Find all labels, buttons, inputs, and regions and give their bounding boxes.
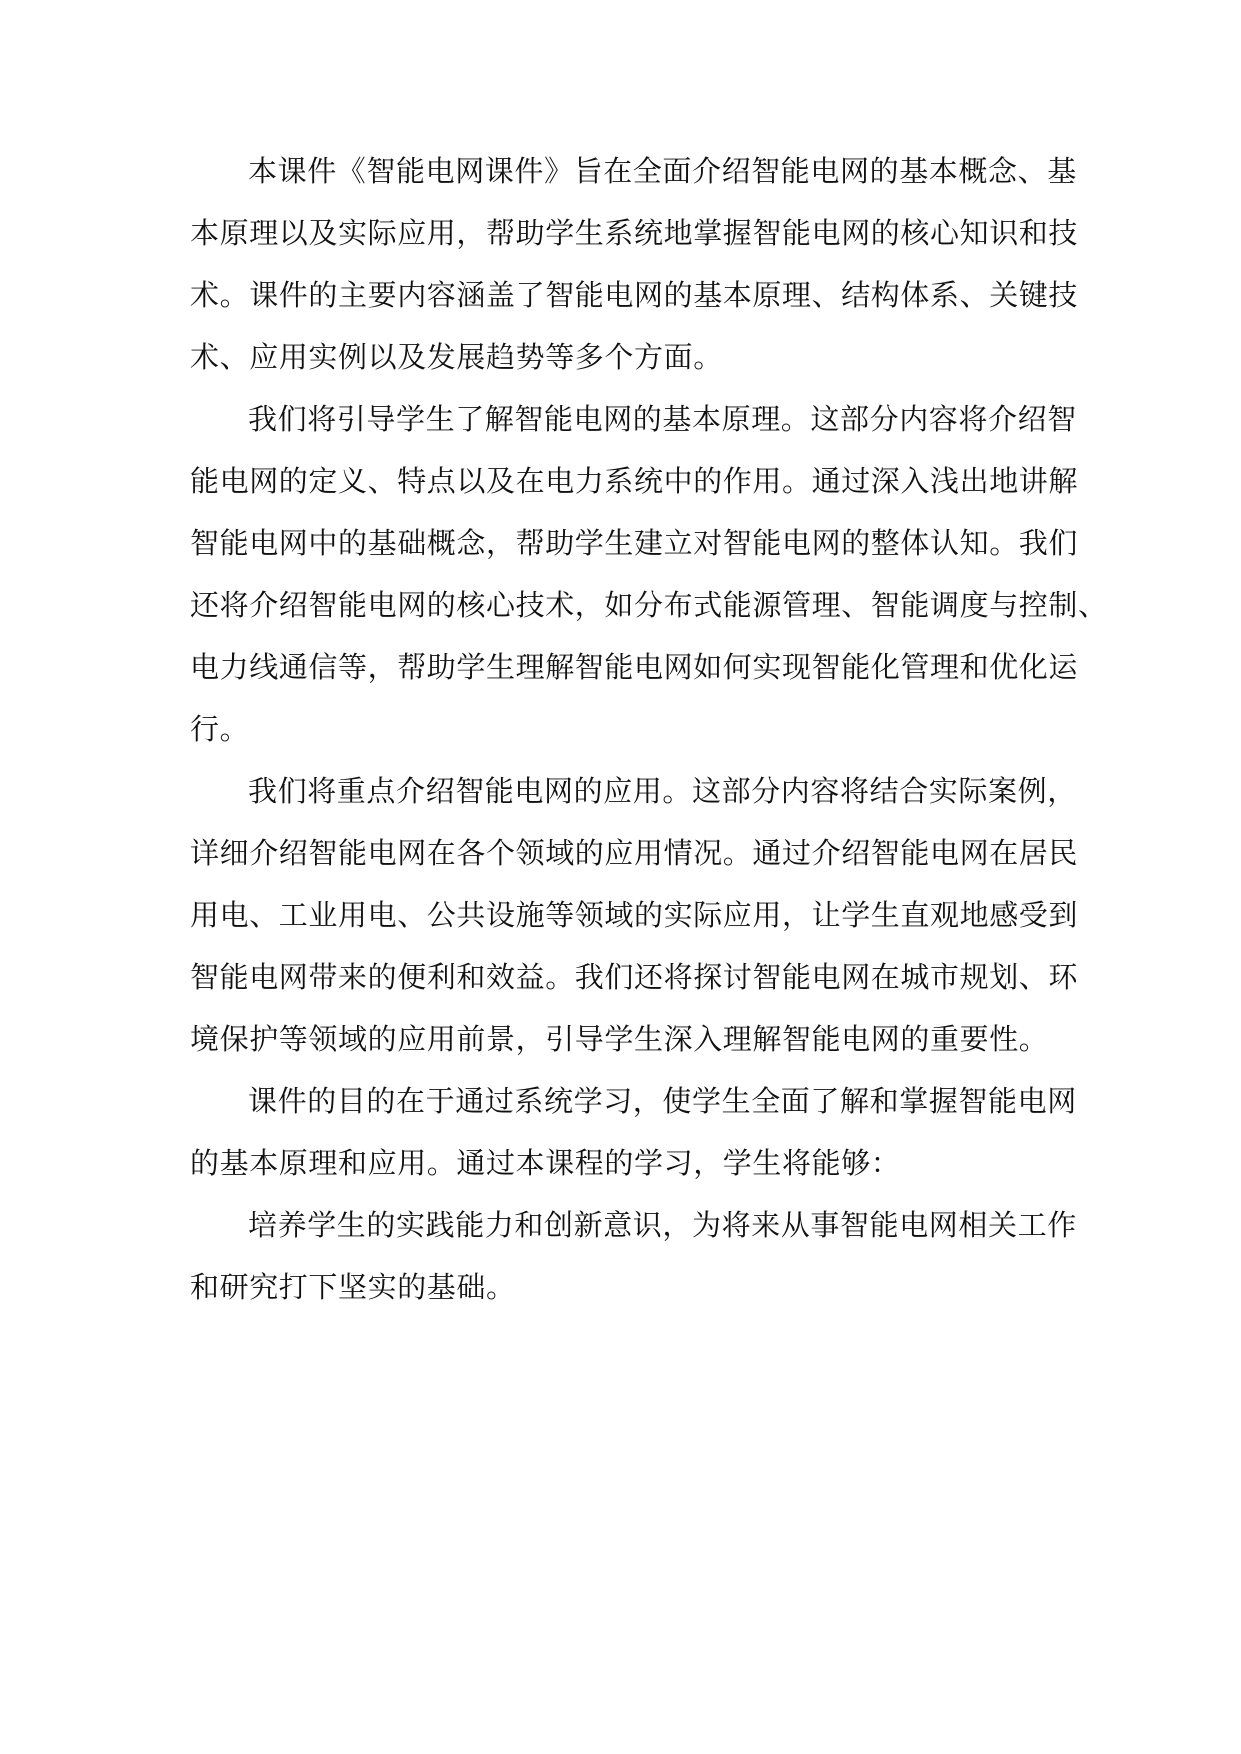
paragraph-line: 我们将重点介绍智能电网的应用。这部分内容将结合实际案例， [248,774,1077,808]
paragraph-line: 境保护等领域的应用前景，引导学生深入理解智能电网的重要性。 [190,1022,1049,1056]
paragraph-line: 智能电网中的基础概念，帮助学生建立对智能电网的整体认知。我们 [190,526,1079,560]
document-body [190,140,1108,1318]
paragraph-line: 和研究打下坚实的基础。 [190,1270,516,1304]
paragraph-line: 电力线通信等，帮助学生理解智能电网如何实现智能化管理和优化运 [190,650,1079,684]
paragraph-line: 术。课件的主要内容涵盖了智能电网的基本原理、结构体系、关键技 [190,278,1079,312]
paragraph-line: 还将介绍智能电网的核心技术，如分布式能源管理、智能调度与控制、 [190,588,1108,622]
paragraph-goals [190,1070,1077,1194]
paragraph-line: 能电网的定义、特点以及在电力系统中的作用。通过深入浅出地讲解 [190,464,1079,498]
paragraph-line: 课件的目的在于通过系统学习，使学生全面了解和掌握智能电网 [248,1084,1077,1118]
paragraph-line: 行。 [190,712,250,746]
paragraph-line: 培养学生的实践能力和创新意识，为将来从事智能电网相关工作 [248,1208,1077,1242]
paragraph-line: 的基本原理和应用。通过本课程的学习，学生将能够： [190,1146,901,1180]
paragraph-intro [190,140,1079,388]
paragraph-line: 我们将引导学生了解智能电网的基本原理。这部分内容将介绍智 [248,402,1077,436]
paragraph-applications [190,760,1079,1070]
paragraph-line: 用电、工业用电、公共设施等领域的实际应用，让学生直观地感受到 [190,898,1079,932]
paragraph-line: 本课件《智能电网课件》旨在全面介绍智能电网的基本概念、基 [248,154,1077,188]
paragraph-outcome [190,1194,1077,1318]
paragraph-line: 智能电网带来的便利和效益。我们还将探讨智能电网在城市规划、环 [190,960,1079,994]
paragraph-line: 详细介绍智能电网在各个领域的应用情况。通过介绍智能电网在居民 [190,836,1079,870]
paragraph-principles [190,388,1108,760]
paragraph-line: 术、应用实例以及发展趋势等多个方面。 [190,340,723,374]
paragraph-line: 本原理以及实际应用，帮助学生系统地掌握智能电网的核心知识和技 [190,216,1079,250]
